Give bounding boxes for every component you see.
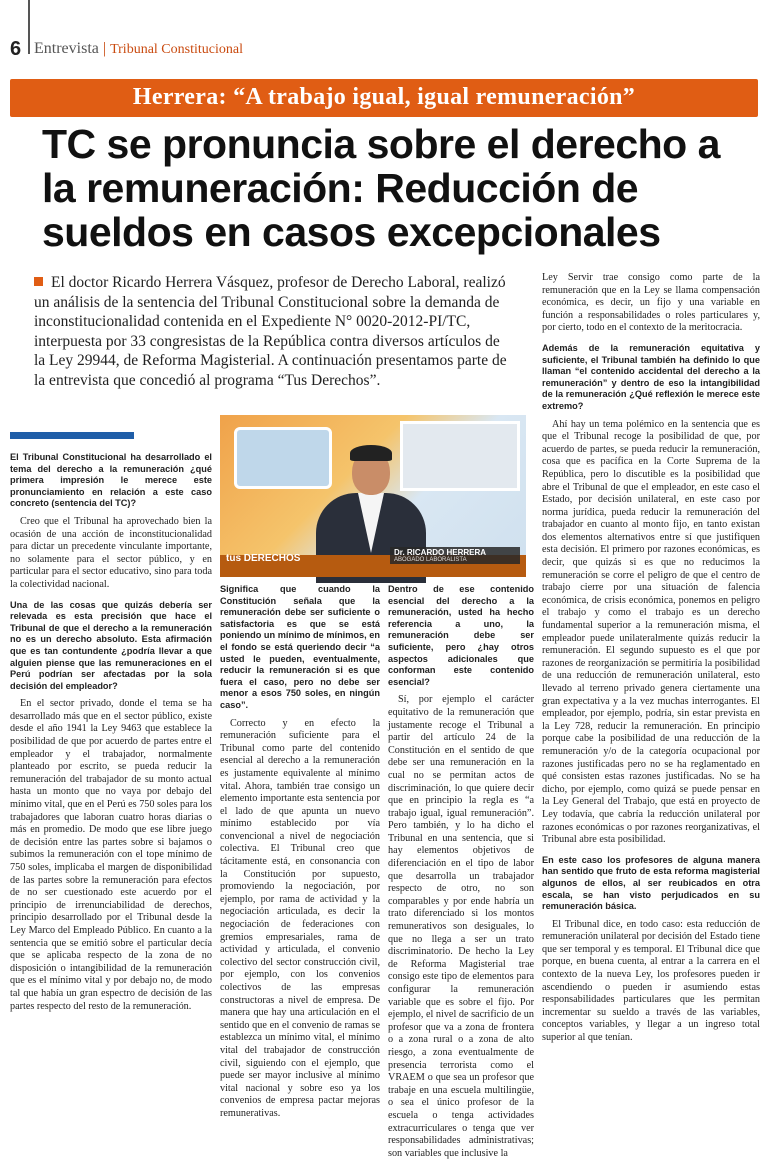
- section-header: [34, 40, 243, 58]
- column-accent-bar: [10, 432, 134, 439]
- interview-question: Significa que cuando la Constitución señala que la remuneración debe ser suficiente o satisfactoria es que se está poniendo un mínimo de mínimos, en el fondo se está queriendo decir “a usted le pueden, eventualmente, reducir la remuneración si es que fuera el caso, pero no debe ser menor a esos 750 soles, en ningún caso”.: [220, 584, 380, 710]
- interview-answer: El Tribunal dice, en todo caso: esta reducción de remuneración unilateral por decisión del Estado tiene que ser temporal y es temporal. El Tribunal dice que porque, en buena cuenta, al entrar a la carrera en el contexto de la nueva Ley, los profesores pueden ir ascendiendo o pueden ir asumiendo estas responsabilidades particulares que les permitan incrementar su sueldo a través de las variables, conceptos variables, y llegar a un ingreso total superior al que tenían.: [542, 918, 760, 1044]
- lead-text: El doctor Ricardo Herrera Vásquez, profesor de Derecho Laboral, realizó un análisis de la sentencia del Tribunal Constitucional sobre la demanda de inconstitucionalidad contenida en el Expediente N° 0020-2012-PI/TC, interpuesta por 33 congresistas de la República contra diversos artículos de la Ley 29944, de Reforma Magisterial. A continuación presentamos parte de la entrevista que concedió al programa “Tus Derechos”.: [34, 274, 507, 389]
- interview-answer: Ley Servir trae consigo como parte de la remuneración que en la Ley se llama compensación económica, es decir, un fijo y una variable en función a responsabilidades o roles particulares y, por cierto, todo en el contexto de la meritocracia.: [542, 272, 760, 334]
- interview-question: Además de la remuneración equitativa y suficiente, el Tribunal también ha definido lo que llaman “el contenido accidental del derecho a la remuneración” y dentro de eso la intangibilidad de la remuneración ¿Qué reflexión le merece este extremo?: [542, 342, 760, 411]
- interview-question: Una de las cosas que quizás debería ser relevada es esta precisión que hace el Tribunal de que el derecho a la remuneración no es un derecho absoluto. Esta afirmación que es tan contundente ¿podría llevar a que alguien piense que las remuneraciones en el Perú podrían ser afectadas por la sola decisión del empleador?: [10, 599, 212, 691]
- quote-banner: [10, 79, 758, 117]
- caption-name: Dr. RICARDO HERRERA: [394, 548, 487, 557]
- interview-question: Dentro de ese contenido esencial del derecho a la remuneración, usted ha hecho referencia a uno, la remuneración debe ser suficiente, pero ¿hay otros aspectos adicionales que conforman este contenido esencial?: [388, 584, 534, 687]
- interview-answer: Ahí hay un tema polémico en la sentencia que es que el Tribunal recoge la posibilidad de que, por acuerdo de partes, se pueda reducir la remuneración, cosa que es pacífica en la Corte Suprema de la República, pero lo discutible es la posibilidad que abre el Tribunal de que el empleador, en este caso el Estado, por decisión unilateral, en este caso por norma jurídica, pueda reducir la remuneración del trabajador en cuanto al monto fijo, en tanto existan dos elementos alternativos entre sí que justifiquen esta decisión. El primero por razones económicas, es decir, que quizás si es que no reducimos la remuneración se corre el peligro de que el centro de trabajo cierre por una situación de falencia económica, de crisis económica, ponemos en peligro el trabajo y como el trabajo es un derecho fundamental superior a la remuneración misma, el empleador puede unilateralmente quizás reducir la remuneración. El segundo supuesto es el que por razones de reorganización se permitiría la posibilidad de una reducción de remuneración unilateral, esto llevado al terreno privado genera ciertamente una gran expectativa y a la vez muchas interrogantes. El empleador, por ejemplo, podría, sin estar prevista en la Ley 728, reducir la remuneración. En principio porque cabe la posibilidad de una reducción de la remuneración y/o de la categoría ocupacional por razones justificadas pero no se ha reglamentado en qué consisten estas razones justificadas. No se ha dicho, por ejemplo, como quizá se puede pensar en la Ley General del Trabajo, que está en proyecto de Ley todavía, que cabría la reducción unilateral por razones económicas o por razones reorganizativas, el Tribunal abre esta posibilidad.: [542, 418, 760, 846]
- headline: TC se pronuncia sobre el derecho a la remuneración: Reducción de sueldos en casos excepcionales: [42, 121, 720, 255]
- interview-question: En este caso los profesores de alguna manera han sentido que fruto de esta reforma magisterial algunos de ellos, al ser reubicados en otra escala, se han visto perjudicados en su remuneración básica.: [542, 854, 760, 912]
- interview-answer: Creo que el Tribunal ha aprovechado bien la ocasión de una acción de inconstitucionalidad para dictar un precedente vinculante importante, no solamente para el sector público, y en particular para el sector educativo, sino para toda la colectividad nacional.: [10, 515, 212, 590]
- banner-text: Herrera: “A trabajo igual, igual remuneración”: [132, 84, 636, 110]
- interview-answer: Correcto y en efecto la remuneración suficiente para el Tribunal como parte del contenido esencial al derecho a la remuneración es justamente equivalente al mínimo vital. Ahora, también trae consigo un elemento importante esta sentencia por el lado de que apunta un nuevo mínimo establecido por vía convencional a nivel de negociación colectiva. El Tribunal creo que tácitamente está, en consonancia con la Constitución por supuesto, promoviendo la negociación, por ejemplo, por rama de actividad y la negociación articulada, es decir la negociación de federaciones con gremios empresariales, rama de actividad y articulada, el convenio colectivo del sector construcción civil, por ejemplo, con los convenios colectivos de las empresas constructoras a nivel de empresa. De manera que hay una articulación en el sentido que en el convenio de ramas se establezca un mínimo vital, el mínimo vital del trabajador de construcción civil, siguiendo con el ejemplo, que puede ser mayor inclusive al mínimo vital nacional y sobre eso ya los convenios de empresa pactar mejoras remunerativas.: [220, 717, 380, 1119]
- lead-paragraph: [34, 273, 514, 390]
- text-column-3: [388, 584, 534, 1159]
- subsection-name: Tribunal Constitucional: [110, 42, 243, 57]
- text-column-4: [542, 272, 760, 1044]
- bullet-square-icon: [34, 277, 43, 286]
- page-number: 6: [10, 38, 22, 60]
- interview-question: El Tribunal Constitucional ha desarrollado el tema del derecho a la remuneración ¿qué primera impresión le merece este pronunciamiento en relación a este caso concreto (sentencia del TC)?: [10, 452, 212, 509]
- text-column-2: [220, 584, 380, 1119]
- section-name: Entrevista: [34, 40, 99, 57]
- section-separator: |: [102, 40, 107, 57]
- interview-photo: [220, 415, 526, 577]
- interview-answer: Sí, por ejemplo el carácter equitativo de la remuneración que justamente recoge el Tribunal a partir del artículo 24 de la Constitución en el sentido de que debe ser una remuneración en la cual no se permitan actos de discriminación, lo que quiere decir que en principio la regla es “a trabajo igual, igual remuneración”. Pero también, y lo ha dicho el Tribunal en una sentencia, que si hay elementos objetivos de diferenciación en el tipo de labor que desarrolla un trabajador respecto de otro, no son comparables y por ende habría un trato diferenciado si los montos remunerativos son desiguales, lo que no llega a ser un trato discriminatorio. De hecho la Ley de Reforma Magisterial trae consigo este tipo de elementos para configurar la remuneración variable que es sobre el fijo. Por ejemplo, el nivel de sacrificio de un profesor que va a zona de frontera o a zona rural o a zona de alto riesgo, a zona eventualmente de presencia terrorista como el VRAEM o que sea un profesor que trabaje en una escuela multilingüe, o sea el único profesor de la escuela o tenga actividades extracurriculares o tenga que ver responsabilidades administrativas; son variables que inclusive la: [388, 694, 534, 1159]
- caption-role: ABOGADO LABORALISTA: [394, 557, 467, 563]
- photo-caption: [390, 547, 520, 564]
- header-rule: [28, 0, 30, 54]
- interview-answer: En el sector privado, donde el tema se ha desarrollado más que en el sector público, existe desde el año 1941 la Ley 9463 que establece la posibilidad de que por acuerdo de partes entre el empleador y el trabajador, normalmente planteado por escrito, se pueda reducir la remuneración del trabajador de su monto actual hasta un monto que no vaya por debajo del mínimo vital, que en el Perú es 750 soles para los trabajadores que laboran cuatro horas diarias o más en promedio. De modo que ese libre juego de decisión entre las partes sobre si bajamos o subimos la remuneración con el tope mínimo de 750 soles, implicaba el margen de disponibilidad de las partes sobre la remuneración para efectos de no ser cuestionado este acuerdo por el principio de irrenunciabilidad de derechos, principio desarrollado por el Tribunal desde la Ley Marco del Empleado Público. En cuanto a la sentencia que se emitió sobre el particular decía que se aplicaba respecto de la zona de no disposición o intangibilidad de la remuneración que es el mínimo vital y por debajo no, de modo tal que había un gran espectro de decisión de las partes respecto del resto de la remuneración.: [10, 698, 212, 1012]
- text-column-1: [10, 452, 212, 1012]
- program-logo: tus DERECHOS: [226, 553, 301, 564]
